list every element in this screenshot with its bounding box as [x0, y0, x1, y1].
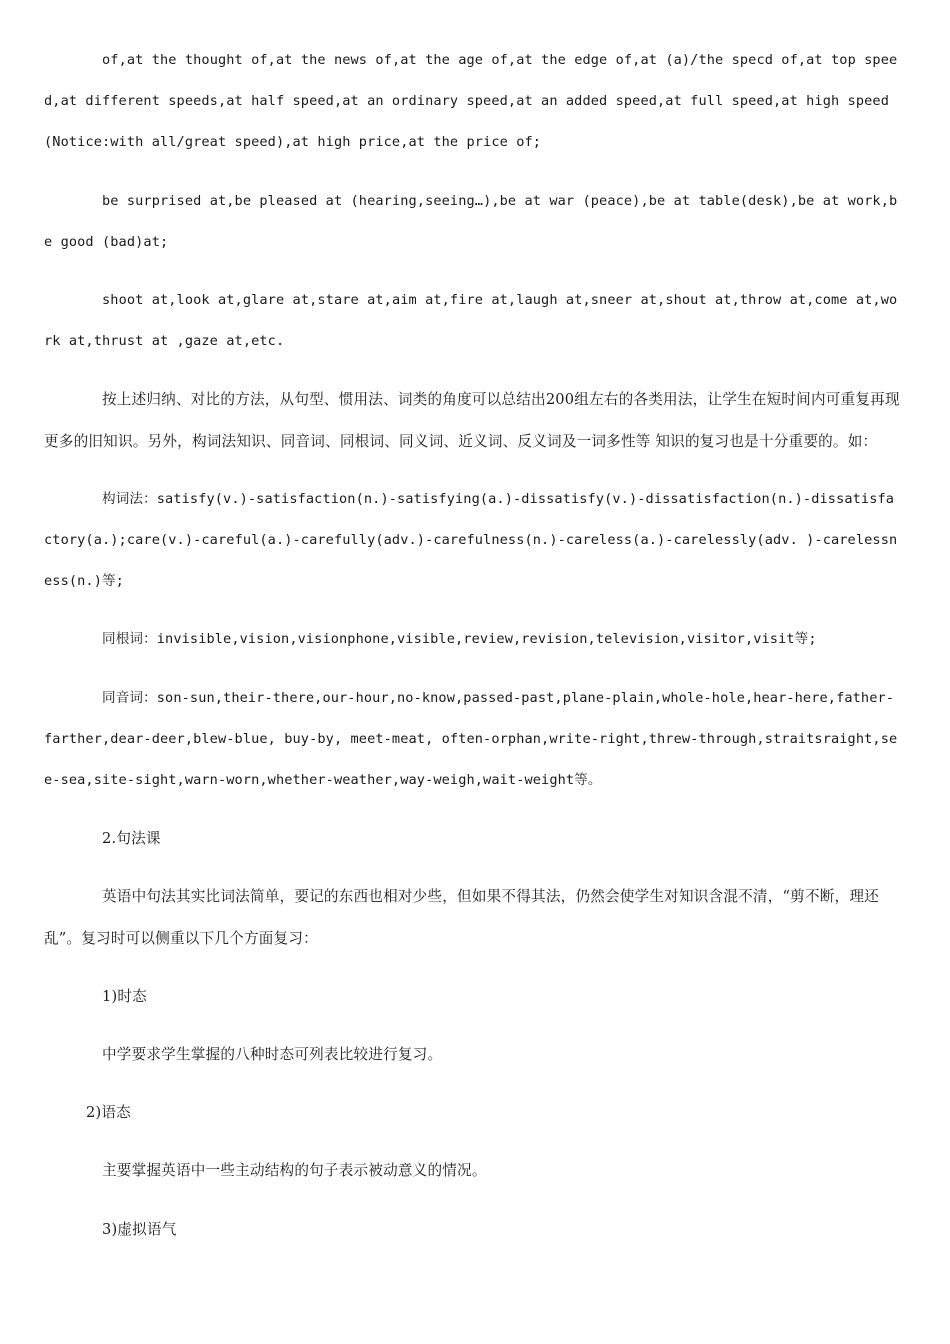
subheading-subjunctive: 3)虚拟语气 — [102, 1220, 177, 1238]
paragraph-syntax-intro: 英语中句法其实比词法简单，要记的东西也相对少些，但如果不得其法，仍然会使学生对知识含混不清，“剪不断，理还乱”。复习时可以侧重以下几个方面复习： — [44, 888, 879, 947]
paragraph-gap — [44, 602, 902, 619]
document-page — [44, 40, 902, 1250]
paragraph-gap — [44, 801, 902, 818]
paragraph-gap — [44, 1017, 902, 1034]
paragraph-tense: 中学要求学生掌握的八种时态可列表比较进行复习。 — [102, 1046, 443, 1064]
subheading-tense: 1)时态 — [102, 987, 147, 1005]
paragraph-gap — [44, 1075, 902, 1092]
paragraph-at-phrases: of,at the thought of,at the news of,at the age of,at the edge of,at (a)/the specd of,at top speed,at different speeds,at half speed,at an ordinary speed,at an added speed,at full speed,at high speed (Notice:with all/great speed),at high price,at the price of; — [44, 52, 898, 151]
paragraph-summary: 按上述归纳、对比的方法，从句型、惯用法、词类的角度可以总结出200组左右的各类用法，让学生在短时间内可重复再现更多的旧知识。另外，构词法知识、同音词、同根词、同义词、近义词、反义词及一词多性等 知识的复习也是十分重要的。如： — [44, 391, 900, 450]
paragraph-homophones: 同音词：son-sun,their-there,our-hour,no-know,passed-past,plane-plain,whole-hole,hear-here,father-farther,dear-deer,blew-blue, buy-by, meet-meat, often-orphan,write-right,threw-through,straitsraight,see-sea,site-sight,warn-worn,whether-weather,way-weigh,wait-weight等。 — [44, 689, 898, 789]
paragraph-gap — [44, 462, 902, 479]
paragraph-gap — [44, 1192, 902, 1209]
paragraph-gap — [44, 859, 902, 876]
paragraph-gap — [44, 362, 902, 379]
section-heading-syntax: 2.句法课 — [102, 830, 161, 848]
paragraph-word-formation: 构词法：satisfy(v.)-satisfaction(n.)-satisfying(a.)-dissatisfy(v.)-dissatisfaction(n.)-dissatisfactory(a.);care(v.)-careful(a.)-carefully(adv.)-carefulness(n.)-careless(a.)-carelessly(adv. )-carelessness(n.)等; — [44, 490, 898, 590]
paragraph-gap — [44, 661, 902, 678]
paragraph-gap — [44, 164, 902, 181]
paragraph-verb-at-phrases: shoot at,look at,glare at,stare at,aim at,fire at,laugh at,sneer at,shout at,throw at,come at,work at,thrust at ,gaze at,etc. — [44, 292, 898, 350]
paragraph-cognates: 同根词：invisible,vision,visionphone,visible,review,revision,television,visitor,visit等; — [102, 631, 817, 648]
subheading-voice: 2)语态 — [86, 1104, 131, 1122]
paragraph-gap — [44, 1133, 902, 1150]
paragraph-be-at-phrases: be surprised at,be pleased at (hearing,seeing…),be at war (peace),be at table(desk),be at work,be good (bad)at; — [44, 192, 898, 250]
paragraph-gap — [44, 263, 902, 280]
paragraph-voice: 主要掌握英语中一些主动结构的句子表示被动意义的情况。 — [102, 1162, 487, 1180]
paragraph-gap — [44, 959, 902, 976]
